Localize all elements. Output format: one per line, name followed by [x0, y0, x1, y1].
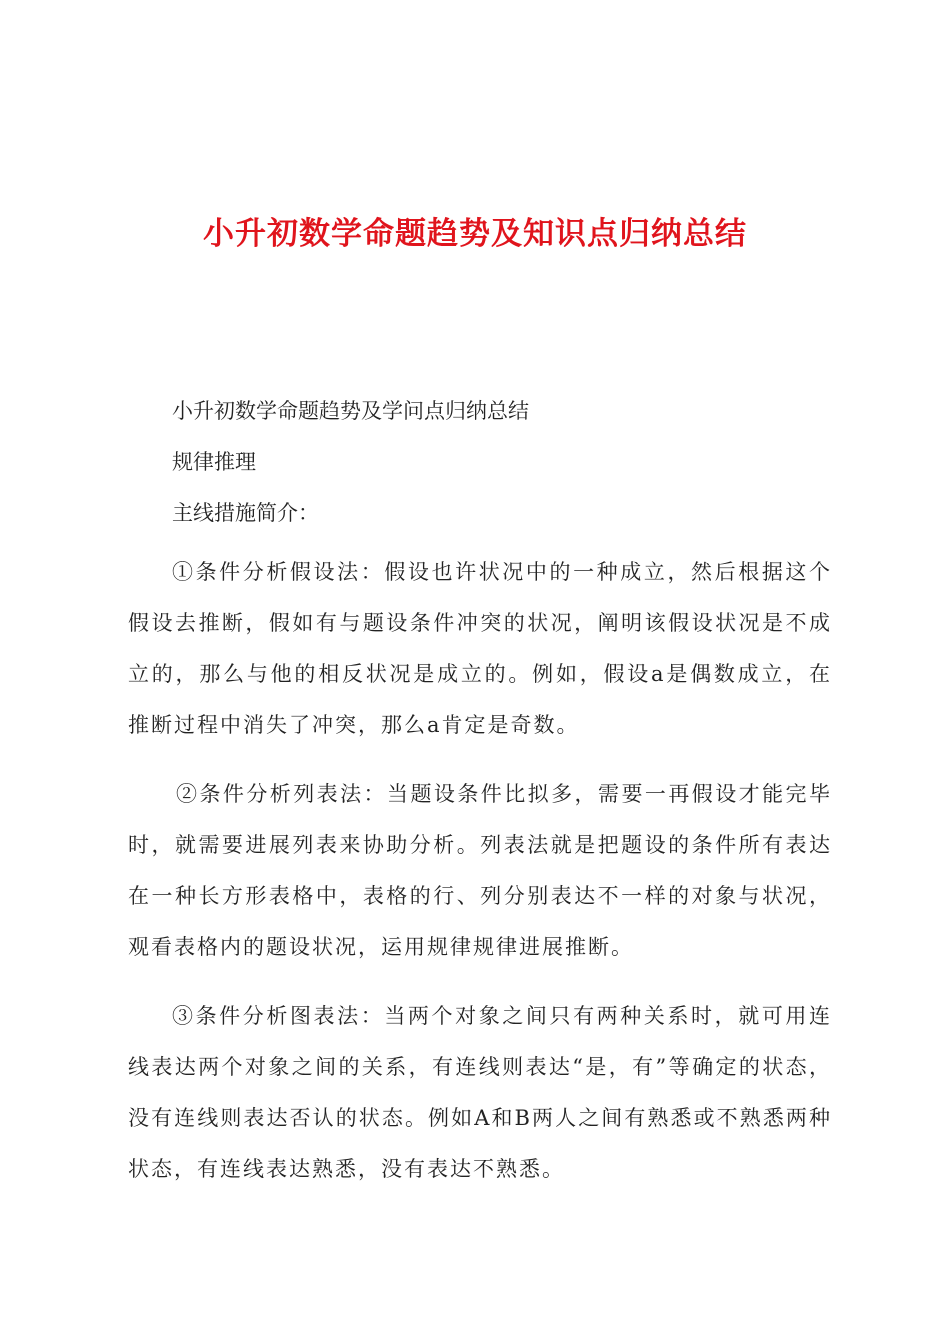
paragraph-assumption-method: ①条件分析假设法：假设也许状况中的一种成立，然后根据这个假设去推断，假如有与题设条件冲突的状况，阐明该假设状况是不成立的，那么与他的相反状况是成立的。例如，假设a是偶数成立，在推断过程中消失了冲突，那么a肯定是奇数。 — [128, 560, 832, 737]
document-body — [128, 394, 832, 1213]
intro-label: 主线措施简介： — [172, 501, 319, 525]
subtitle-line: 小升初数学命题趋势及学问点归纳总结 — [172, 399, 529, 423]
document-title: 小升初数学命题趋势及知识点归纳总结 — [203, 216, 747, 252]
section-heading: 规律推理 — [172, 450, 256, 474]
paragraph-diagram-method: ③条件分析图表法：当两个对象之间只有两种关系时，就可用连线表达两个对象之间的关系，有连线则表达“是，有”等确定的状态，没有连线则表达否认的状态。例如A和B两人之间有熟悉或不熟悉两种状态，有连线表达熟悉，没有表达不熟悉。 — [128, 1004, 832, 1181]
paragraph-table-method: ②条件分析列表法：当题设条件比拟多，需要一再假设才能完毕时，就需要进展列表来协助分析。列表法就是把题设的条件所有表达在一种长方形表格中，表格的行、列分别表达不一样的对象与状况，观看表格内的题设状况，运用规律规律进展推断。 — [128, 782, 832, 959]
